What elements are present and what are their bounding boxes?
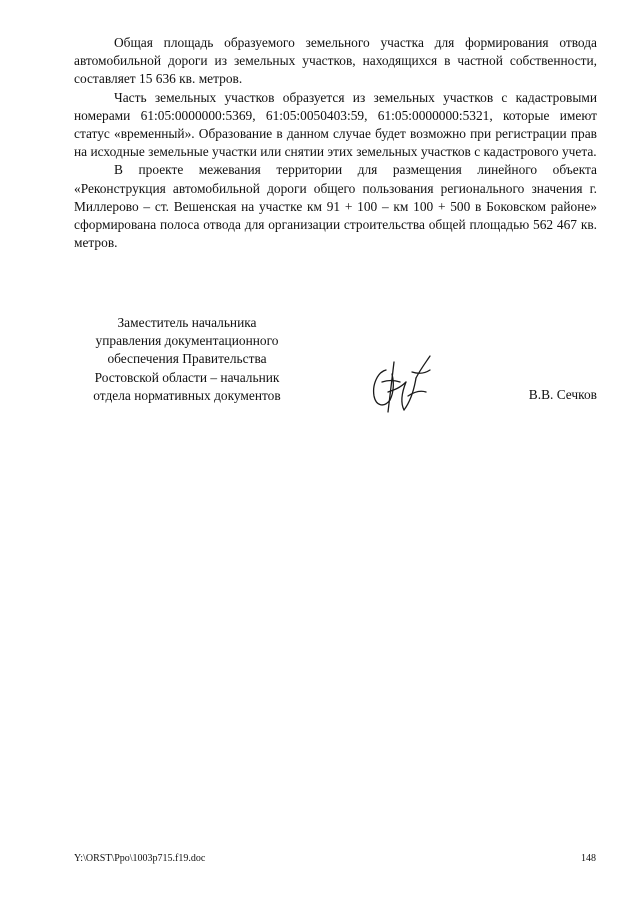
page-number: 148 [581,853,596,864]
signer-name: В.В. Сечков [528,387,597,402]
paragraph-land-survey-project: В проекте межевания территории для размещения линейного объекта «Реконструкция автомобильной дороги общего пользования регионального значения г. Миллерово – ст. Вешенская на участке км 91 + 100 – км 100 + 500 в Боковском районе» сформирована полоса отвода для организации строительства общей площадью 562 467 кв. метров. [74,162,597,251]
paragraph-cadastral-numbers: Часть земельных участков образуется из земельных участков с кадастровыми номерами 61:05:0000000:5369, 61:05:0050403:59, 61:05:0000000:5321, которые имеют статус «временный». Образование в данном случае будет возможно при регистрации прав на исходные земельные участки или снятии этих земельных участков с кадастрового учета. [74,89,597,160]
signer-position-line: управления документационного [95,333,279,349]
footer-file-path: Y:\ORST\Ppo\1003p715.f19.doc [74,853,206,864]
handwritten-signature [364,352,434,416]
signer-position [74,314,300,405]
signer-position-line: Заместитель начальника [117,315,257,330]
signer-position-line: отдела нормативных документов [93,387,281,403]
document-body [74,34,597,252]
signature-block [74,314,597,414]
paragraph-total-area: Общая площадь образуемого земельного участка для формирования отвода автомобильной дороги из земельных участков, находящихся в частной собственности, составляет 15 636 кв. метров. [74,35,597,87]
signer-position-line: обеспечения Правительства [107,351,267,367]
signer-position-line: Ростовской области – начальник [94,369,280,385]
